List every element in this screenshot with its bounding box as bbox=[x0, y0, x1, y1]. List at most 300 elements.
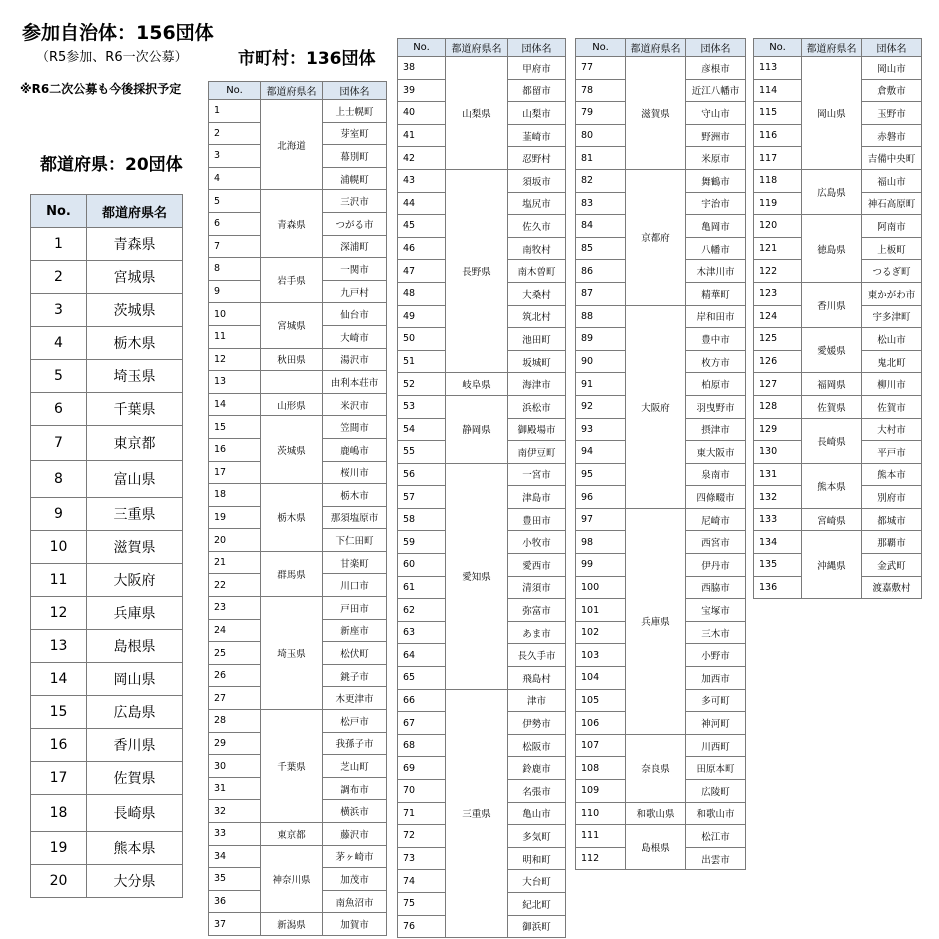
prefecture-cell: 静岡県 bbox=[446, 395, 508, 463]
municipality-name-cell: 幕別町 bbox=[323, 145, 387, 168]
municipality-name-cell: 小牧市 bbox=[508, 531, 566, 554]
municipality-name-cell: 甘楽町 bbox=[323, 551, 387, 574]
row-no-cell: 136 bbox=[754, 576, 802, 599]
table-row bbox=[754, 508, 922, 531]
table-row bbox=[31, 564, 183, 597]
row-no-cell: 28 bbox=[209, 710, 261, 733]
prefecture-cell: 岩手県 bbox=[261, 258, 323, 303]
row-no-cell: 48 bbox=[398, 282, 446, 305]
municipality-name-cell: 松江市 bbox=[686, 825, 746, 848]
pref-name-cell: 茨城県 bbox=[87, 294, 183, 327]
row-no-cell: 34 bbox=[209, 845, 261, 868]
col-prefecture-header: 都道府県名 bbox=[261, 82, 323, 100]
municipality-name-cell: 塩尻市 bbox=[508, 192, 566, 215]
pref-no-cell: 20 bbox=[31, 865, 87, 898]
row-no-cell: 17 bbox=[209, 461, 261, 484]
municipality-name-cell: 松戸市 bbox=[323, 710, 387, 733]
municipality-name-cell: 宇治市 bbox=[686, 192, 746, 215]
row-no-cell: 57 bbox=[398, 486, 446, 509]
table-row bbox=[31, 360, 183, 393]
prefecture-cell: 北海道 bbox=[261, 100, 323, 190]
row-no-cell: 84 bbox=[576, 215, 626, 238]
table-row bbox=[31, 832, 183, 865]
municipality-name-cell: 弥富市 bbox=[508, 599, 566, 622]
col-municipality-header: 団体名 bbox=[323, 82, 387, 100]
row-no-cell: 101 bbox=[576, 599, 626, 622]
prefecture-cell: 埼玉県 bbox=[261, 597, 323, 710]
municipality-name-cell: 大村市 bbox=[862, 418, 922, 441]
prefecture-cell: 秋田県 bbox=[261, 348, 323, 371]
table-row bbox=[209, 597, 387, 620]
row-no-cell: 132 bbox=[754, 486, 802, 509]
row-no-cell: 15 bbox=[209, 416, 261, 439]
municipality-name-cell: 浜松市 bbox=[508, 395, 566, 418]
row-no-cell: 126 bbox=[754, 350, 802, 373]
municipality-name-cell: 海津市 bbox=[508, 373, 566, 396]
municipality-name-cell: 柏原市 bbox=[686, 373, 746, 396]
municipality-name-cell: 横浜市 bbox=[323, 800, 387, 823]
table-row bbox=[398, 395, 566, 418]
row-no-cell: 77 bbox=[576, 57, 626, 80]
pref-name-cell: 佐賀県 bbox=[87, 762, 183, 795]
row-no-cell: 53 bbox=[398, 395, 446, 418]
row-no-cell: 20 bbox=[209, 529, 261, 552]
row-no-cell: 74 bbox=[398, 870, 446, 893]
municipality-table-4 bbox=[753, 38, 922, 599]
municipality-name-cell: 東かがわ市 bbox=[862, 282, 922, 305]
page-title: 参加自治体：156団体 bbox=[22, 22, 214, 44]
municipality-name-cell: 桜川市 bbox=[323, 461, 387, 484]
prefecture-table bbox=[30, 194, 183, 898]
municipality-name-cell: 飛島村 bbox=[508, 667, 566, 690]
table-row bbox=[398, 463, 566, 486]
table-row bbox=[754, 463, 922, 486]
prefecture-cell: 和歌山県 bbox=[626, 802, 686, 825]
row-no-cell: 9 bbox=[209, 280, 261, 303]
municipality-name-cell: 清須市 bbox=[508, 576, 566, 599]
row-no-cell: 21 bbox=[209, 551, 261, 574]
municipality-name-cell: つるぎ町 bbox=[862, 260, 922, 283]
prefecture-cell: 神奈川県 bbox=[261, 845, 323, 913]
municipality-name-cell: 調布市 bbox=[323, 777, 387, 800]
municipality-name-cell: 川西町 bbox=[686, 734, 746, 757]
row-no-cell: 93 bbox=[576, 418, 626, 441]
row-no-cell: 26 bbox=[209, 664, 261, 687]
municipality-name-cell: 坂城町 bbox=[508, 350, 566, 373]
municipality-name-cell: 亀岡市 bbox=[686, 215, 746, 238]
table-row bbox=[576, 57, 746, 80]
prefecture-cell: 宮城県 bbox=[261, 303, 323, 348]
municipality-name-cell: 三木市 bbox=[686, 621, 746, 644]
table-row bbox=[209, 845, 387, 868]
municipality-name-cell: 戸田市 bbox=[323, 597, 387, 620]
municipality-name-cell: 米沢市 bbox=[323, 393, 387, 416]
municipality-name-cell: 松伏町 bbox=[323, 642, 387, 665]
row-no-cell: 36 bbox=[209, 890, 261, 913]
table-row bbox=[209, 303, 387, 326]
table-row bbox=[754, 328, 922, 351]
prefecture-cell: 山形県 bbox=[261, 393, 323, 416]
prefecture-cell: 宮崎県 bbox=[802, 508, 862, 531]
municipality-table-1 bbox=[208, 81, 387, 936]
row-no-cell: 78 bbox=[576, 79, 626, 102]
row-no-cell: 107 bbox=[576, 734, 626, 757]
col-municipality-header: 団体名 bbox=[508, 39, 566, 57]
prefecture-cell bbox=[261, 371, 323, 394]
col-municipality-header: 団体名 bbox=[686, 39, 746, 57]
pref-no-cell: 9 bbox=[31, 498, 87, 531]
col-prefecture-header: 都道府県名 bbox=[802, 39, 862, 57]
pref-name-cell: 広島県 bbox=[87, 696, 183, 729]
row-no-cell: 13 bbox=[209, 371, 261, 394]
municipality-name-cell: 熊本市 bbox=[862, 463, 922, 486]
pref-name-cell: 岡山県 bbox=[87, 663, 183, 696]
prefecture-cell: 岐阜県 bbox=[446, 373, 508, 396]
col-municipality-header: 団体名 bbox=[862, 39, 922, 57]
row-no-cell: 71 bbox=[398, 802, 446, 825]
table-row bbox=[576, 305, 746, 328]
table-row bbox=[209, 484, 387, 507]
municipality-name-cell: 和歌山市 bbox=[686, 802, 746, 825]
prefecture-cell: 滋賀県 bbox=[626, 57, 686, 170]
municipality-name-cell: 岸和田市 bbox=[686, 305, 746, 328]
municipality-name-cell: 岡山市 bbox=[862, 57, 922, 80]
municipality-name-cell: 津市 bbox=[508, 689, 566, 712]
municipality-name-cell: 摂津市 bbox=[686, 418, 746, 441]
pref-name-cell: 熊本県 bbox=[87, 832, 183, 865]
municipality-name-cell: 池田町 bbox=[508, 328, 566, 351]
row-no-cell: 121 bbox=[754, 237, 802, 260]
pref-col-name: 都道府県名 bbox=[87, 195, 183, 228]
municipality-name-cell: 倉敷市 bbox=[862, 79, 922, 102]
municipality-name-cell: 川口市 bbox=[323, 574, 387, 597]
municipality-name-cell: 尼崎市 bbox=[686, 508, 746, 531]
row-no-cell: 91 bbox=[576, 373, 626, 396]
row-no-cell: 90 bbox=[576, 350, 626, 373]
table-row bbox=[754, 57, 922, 80]
municipality-name-cell: 西脇市 bbox=[686, 576, 746, 599]
row-no-cell: 65 bbox=[398, 667, 446, 690]
pref-no-cell: 2 bbox=[31, 261, 87, 294]
table-row bbox=[398, 373, 566, 396]
row-no-cell: 94 bbox=[576, 441, 626, 464]
row-no-cell: 80 bbox=[576, 124, 626, 147]
row-no-cell: 83 bbox=[576, 192, 626, 215]
note-text: ※R6二次公募も今後採択予定 bbox=[20, 82, 182, 96]
municipality-name-cell: 一宮市 bbox=[508, 463, 566, 486]
row-no-cell: 131 bbox=[754, 463, 802, 486]
row-no-cell: 27 bbox=[209, 687, 261, 710]
municipality-name-cell: 柳川市 bbox=[862, 373, 922, 396]
municipality-name-cell: 韮崎市 bbox=[508, 124, 566, 147]
municipality-name-cell: 木津川市 bbox=[686, 260, 746, 283]
pref-no-cell: 1 bbox=[31, 228, 87, 261]
row-no-cell: 102 bbox=[576, 621, 626, 644]
prefecture-heading: 都道府県：20団体 bbox=[40, 155, 183, 175]
row-no-cell: 51 bbox=[398, 350, 446, 373]
prefecture-cell: 群馬県 bbox=[261, 551, 323, 596]
pref-no-cell: 11 bbox=[31, 564, 87, 597]
pref-name-cell: 千葉県 bbox=[87, 393, 183, 426]
municipality-name-cell: 長久手市 bbox=[508, 644, 566, 667]
municipality-name-cell: 鹿嶋市 bbox=[323, 438, 387, 461]
row-no-cell: 42 bbox=[398, 147, 446, 170]
municipality-name-cell: 木更津市 bbox=[323, 687, 387, 710]
row-no-cell: 5 bbox=[209, 190, 261, 213]
row-no-cell: 22 bbox=[209, 574, 261, 597]
pref-no-cell: 17 bbox=[31, 762, 87, 795]
prefecture-cell: 愛知県 bbox=[446, 463, 508, 689]
row-no-cell: 113 bbox=[754, 57, 802, 80]
pref-no-cell: 12 bbox=[31, 597, 87, 630]
prefecture-cell: 福岡県 bbox=[802, 373, 862, 396]
municipality-name-cell: 松阪市 bbox=[508, 734, 566, 757]
row-no-cell: 82 bbox=[576, 169, 626, 192]
municipality-name-cell: 名張市 bbox=[508, 780, 566, 803]
row-no-cell: 68 bbox=[398, 734, 446, 757]
municipality-name-cell: 愛西市 bbox=[508, 554, 566, 577]
pref-no-cell: 15 bbox=[31, 696, 87, 729]
table-row bbox=[31, 531, 183, 564]
municipality-name-cell: 豊田市 bbox=[508, 508, 566, 531]
municipality-name-cell: 九戸村 bbox=[323, 280, 387, 303]
row-no-cell: 76 bbox=[398, 915, 446, 938]
prefecture-cell: 茨城県 bbox=[261, 416, 323, 484]
municipality-name-cell: 宝塚市 bbox=[686, 599, 746, 622]
page-subtitle: （R5参加、R6一次公募） bbox=[36, 50, 188, 65]
table-row bbox=[31, 294, 183, 327]
row-no-cell: 75 bbox=[398, 892, 446, 915]
municipality-name-cell: 芽室町 bbox=[323, 122, 387, 145]
prefecture-cell: 長崎県 bbox=[802, 418, 862, 463]
municipality-name-cell: 赤磐市 bbox=[862, 124, 922, 147]
row-no-cell: 89 bbox=[576, 328, 626, 351]
pref-no-cell: 8 bbox=[31, 461, 87, 498]
pref-no-cell: 4 bbox=[31, 327, 87, 360]
municipality-name-cell: 玉野市 bbox=[862, 102, 922, 125]
municipality-name-cell: 伊丹市 bbox=[686, 554, 746, 577]
municipality-name-cell: 鬼北町 bbox=[862, 350, 922, 373]
row-no-cell: 112 bbox=[576, 847, 626, 870]
table-row bbox=[209, 551, 387, 574]
table-row bbox=[209, 913, 387, 936]
table-row bbox=[576, 734, 746, 757]
row-no-cell: 125 bbox=[754, 328, 802, 351]
row-no-cell: 97 bbox=[576, 508, 626, 531]
prefecture-cell: 東京都 bbox=[261, 823, 323, 846]
pref-no-cell: 6 bbox=[31, 393, 87, 426]
municipality-name-cell: 大崎市 bbox=[323, 325, 387, 348]
table-row bbox=[31, 762, 183, 795]
table-row bbox=[209, 416, 387, 439]
row-no-cell: 99 bbox=[576, 554, 626, 577]
municipality-name-cell: 銚子市 bbox=[323, 664, 387, 687]
municipality-table-3 bbox=[575, 38, 746, 870]
table-row bbox=[209, 190, 387, 213]
pref-name-cell: 宮城県 bbox=[87, 261, 183, 294]
pref-no-cell: 3 bbox=[31, 294, 87, 327]
municipality-name-cell: 三沢市 bbox=[323, 190, 387, 213]
row-no-cell: 61 bbox=[398, 576, 446, 599]
municipality-name-cell: 一関市 bbox=[323, 258, 387, 281]
row-no-cell: 118 bbox=[754, 169, 802, 192]
row-no-cell: 60 bbox=[398, 554, 446, 577]
municipality-name-cell: 仙台市 bbox=[323, 303, 387, 326]
pref-no-cell: 5 bbox=[31, 360, 87, 393]
row-no-cell: 7 bbox=[209, 235, 261, 258]
pref-no-cell: 13 bbox=[31, 630, 87, 663]
municipality-name-cell: 泉南市 bbox=[686, 463, 746, 486]
municipality-name-cell: 神石高原町 bbox=[862, 192, 922, 215]
pref-name-cell: 香川県 bbox=[87, 729, 183, 762]
municipality-name-cell: 甲府市 bbox=[508, 57, 566, 80]
pref-no-cell: 10 bbox=[31, 531, 87, 564]
table-row bbox=[398, 57, 566, 80]
table-row bbox=[754, 282, 922, 305]
municipality-name-cell: 亀山市 bbox=[508, 802, 566, 825]
municipality-name-cell: 栃木市 bbox=[323, 484, 387, 507]
prefecture-cell: 栃木県 bbox=[261, 484, 323, 552]
col-prefecture-header: 都道府県名 bbox=[446, 39, 508, 57]
row-no-cell: 47 bbox=[398, 260, 446, 283]
row-no-cell: 120 bbox=[754, 215, 802, 238]
municipality-name-cell: 渡嘉敷村 bbox=[862, 576, 922, 599]
table-row bbox=[209, 100, 387, 123]
table-row bbox=[31, 865, 183, 898]
col-no-header: No. bbox=[754, 39, 802, 57]
municipality-name-cell: 南牧村 bbox=[508, 237, 566, 260]
row-no-cell: 72 bbox=[398, 825, 446, 848]
pref-name-cell: 滋賀県 bbox=[87, 531, 183, 564]
table-row bbox=[754, 215, 922, 238]
row-no-cell: 64 bbox=[398, 644, 446, 667]
row-no-cell: 128 bbox=[754, 395, 802, 418]
row-no-cell: 29 bbox=[209, 732, 261, 755]
pref-no-cell: 7 bbox=[31, 426, 87, 461]
municipality-name-cell: 茅ヶ崎市 bbox=[323, 845, 387, 868]
row-no-cell: 62 bbox=[398, 599, 446, 622]
municipality-name-cell: 四條畷市 bbox=[686, 486, 746, 509]
municipality-name-cell: 多気町 bbox=[508, 825, 566, 848]
row-no-cell: 129 bbox=[754, 418, 802, 441]
prefecture-cell: 京都府 bbox=[626, 169, 686, 305]
row-no-cell: 114 bbox=[754, 79, 802, 102]
row-no-cell: 98 bbox=[576, 531, 626, 554]
row-no-cell: 19 bbox=[209, 506, 261, 529]
row-no-cell: 109 bbox=[576, 780, 626, 803]
row-no-cell: 1 bbox=[209, 100, 261, 123]
row-no-cell: 69 bbox=[398, 757, 446, 780]
table-row bbox=[754, 418, 922, 441]
row-no-cell: 35 bbox=[209, 868, 261, 891]
municipality-name-cell: 加茂市 bbox=[323, 868, 387, 891]
pref-no-cell: 16 bbox=[31, 729, 87, 762]
row-no-cell: 134 bbox=[754, 531, 802, 554]
municipality-name-cell: 出雲市 bbox=[686, 847, 746, 870]
row-no-cell: 14 bbox=[209, 393, 261, 416]
table-row bbox=[31, 630, 183, 663]
row-no-cell: 33 bbox=[209, 823, 261, 846]
row-no-cell: 115 bbox=[754, 102, 802, 125]
municipality-name-cell: 大台町 bbox=[508, 870, 566, 893]
municipality-name-cell: 藤沢市 bbox=[323, 823, 387, 846]
table-row bbox=[754, 373, 922, 396]
municipality-name-cell: つがる市 bbox=[323, 212, 387, 235]
prefecture-cell: 長野県 bbox=[446, 169, 508, 372]
municipality-name-cell: 都城市 bbox=[862, 508, 922, 531]
table-row bbox=[31, 729, 183, 762]
municipality-name-cell: 伊勢市 bbox=[508, 712, 566, 735]
row-no-cell: 45 bbox=[398, 215, 446, 238]
municipality-name-cell: 山梨市 bbox=[508, 102, 566, 125]
prefecture-cell: 佐賀県 bbox=[802, 395, 862, 418]
pref-no-cell: 19 bbox=[31, 832, 87, 865]
municipality-name-cell: 阿南市 bbox=[862, 215, 922, 238]
municipality-name-cell: 平戸市 bbox=[862, 441, 922, 464]
row-no-cell: 24 bbox=[209, 619, 261, 642]
row-no-cell: 23 bbox=[209, 597, 261, 620]
row-no-cell: 127 bbox=[754, 373, 802, 396]
municipality-name-cell: 我孫子市 bbox=[323, 732, 387, 755]
row-no-cell: 117 bbox=[754, 147, 802, 170]
municipality-name-cell: 東大阪市 bbox=[686, 441, 746, 464]
pref-name-cell: 大分県 bbox=[87, 865, 183, 898]
table-row bbox=[31, 663, 183, 696]
row-no-cell: 67 bbox=[398, 712, 446, 735]
col-no-header: No. bbox=[209, 82, 261, 100]
row-no-cell: 116 bbox=[754, 124, 802, 147]
row-no-cell: 96 bbox=[576, 486, 626, 509]
table-row bbox=[754, 531, 922, 554]
row-no-cell: 16 bbox=[209, 438, 261, 461]
row-no-cell: 86 bbox=[576, 260, 626, 283]
table-row bbox=[31, 393, 183, 426]
row-no-cell: 59 bbox=[398, 531, 446, 554]
municipality-name-cell: 加西市 bbox=[686, 667, 746, 690]
municipality-name-cell: 上士幌町 bbox=[323, 100, 387, 123]
municipality-name-cell: 忍野村 bbox=[508, 147, 566, 170]
prefecture-cell: 奈良県 bbox=[626, 734, 686, 802]
prefecture-cell: 広島県 bbox=[802, 169, 862, 214]
municipality-name-cell: 紀北町 bbox=[508, 892, 566, 915]
row-no-cell: 54 bbox=[398, 418, 446, 441]
table-row bbox=[31, 597, 183, 630]
municipality-name-cell: 神河町 bbox=[686, 712, 746, 735]
row-no-cell: 73 bbox=[398, 847, 446, 870]
row-no-cell: 38 bbox=[398, 57, 446, 80]
row-no-cell: 130 bbox=[754, 441, 802, 464]
table-row bbox=[754, 395, 922, 418]
municipality-name-cell: 明和町 bbox=[508, 847, 566, 870]
row-no-cell: 58 bbox=[398, 508, 446, 531]
row-no-cell: 133 bbox=[754, 508, 802, 531]
municipality-name-cell: 深浦町 bbox=[323, 235, 387, 258]
row-no-cell: 11 bbox=[209, 325, 261, 348]
municipality-name-cell: 福山市 bbox=[862, 169, 922, 192]
table-row bbox=[576, 508, 746, 531]
municipality-name-cell: あま市 bbox=[508, 621, 566, 644]
table-row bbox=[209, 823, 387, 846]
municipality-table-2 bbox=[397, 38, 566, 938]
table-row bbox=[209, 258, 387, 281]
prefecture-cell: 沖縄県 bbox=[802, 531, 862, 599]
table-row bbox=[398, 169, 566, 192]
table-row bbox=[31, 498, 183, 531]
table-row bbox=[31, 327, 183, 360]
municipality-name-cell: 鈴鹿市 bbox=[508, 757, 566, 780]
prefecture-cell: 島根県 bbox=[626, 825, 686, 870]
row-no-cell: 135 bbox=[754, 554, 802, 577]
